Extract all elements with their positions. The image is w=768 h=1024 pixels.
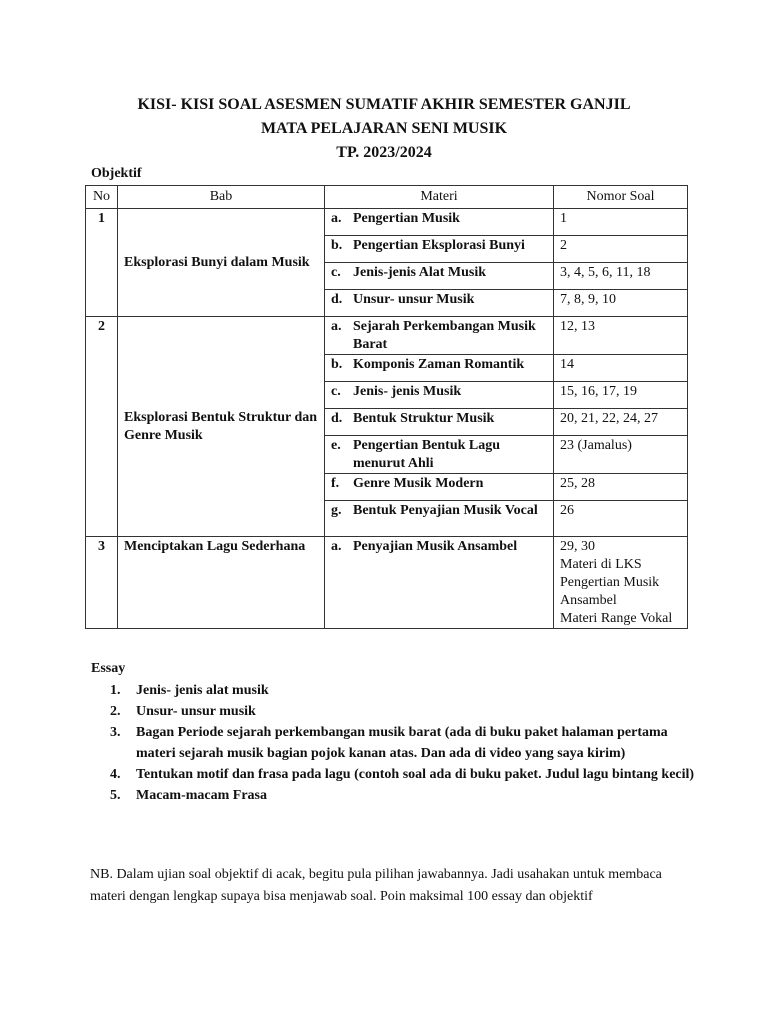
nomor-soal-extra: Materi di LKS: [560, 557, 642, 572]
materi-text: Bentuk Struktur Musik: [353, 411, 495, 426]
essay-number: 3.: [110, 725, 121, 740]
essay-text: Jenis- jenis alat musik: [136, 683, 269, 698]
materi-letter: a.: [331, 539, 342, 554]
materi-cell: [325, 436, 554, 474]
list-item: [110, 701, 700, 722]
essay-number: 4.: [110, 767, 121, 782]
materi-letter: b.: [331, 238, 343, 253]
nomor-soal-cell: 7, 8, 9, 10: [554, 290, 688, 317]
materi-letter: a.: [331, 211, 342, 226]
materi-letter: d.: [331, 292, 343, 307]
list-item: [110, 722, 700, 764]
materi-text: Komponis Zaman Romantik: [353, 357, 525, 372]
title-line-1: KISI- KISI SOAL ASESMEN SUMATIF AKHIR SEMESTER GANJIL: [137, 96, 631, 113]
nomor-soal-cell: 14: [554, 355, 688, 382]
nomor-soal-cell: [554, 537, 688, 629]
table-row: [86, 537, 688, 629]
nomor-soal-cell: 23 (Jamalus): [554, 436, 688, 474]
materi-cell: [325, 355, 554, 382]
materi-text: Penyajian Musik Ansambel: [353, 539, 518, 554]
materi-text: Jenis-jenis Alat Musik: [353, 265, 487, 280]
materi-text: Pengertian Musik: [353, 211, 460, 226]
header-nomor-soal: Nomor Soal: [554, 186, 688, 209]
header-materi: Materi: [325, 186, 554, 209]
materi-text: Unsur- unsur Musik: [353, 292, 475, 307]
nomor-soal-cell: 12, 13: [554, 317, 688, 355]
essay-text: Tentukan motif dan frasa pada lagu (contoh soal ada di buku paket. Judul lagu bintang kecil): [136, 767, 695, 782]
essay-text: Macam-macam Frasa: [136, 788, 268, 803]
table-header-row: [86, 186, 688, 209]
header-bab: Bab: [118, 186, 325, 209]
nomor-soal-cell: 1: [554, 209, 688, 236]
group-3-bab: Menciptakan Lagu Sederhana: [118, 537, 325, 629]
materi-cell: [325, 537, 554, 629]
materi-cell: [325, 236, 554, 263]
essay-number: 1.: [110, 683, 121, 698]
materi-text: Bentuk Penyajian Musik Vocal: [353, 503, 538, 518]
materi-text: Pengertian Bentuk Lagu menurut Ahli: [353, 438, 501, 471]
kisi-table: [85, 185, 688, 629]
essay-heading: Essay: [91, 661, 126, 676]
materi-cell: [325, 474, 554, 501]
table-row: [86, 317, 688, 355]
materi-letter: d.: [331, 411, 343, 426]
list-item: [110, 680, 700, 701]
materi-letter: a.: [331, 319, 342, 334]
materi-text: Genre Musik Modern: [353, 476, 484, 491]
materi-cell: [325, 317, 554, 355]
header-no: No: [86, 186, 118, 209]
title-line-2: MATA PELAJARAN SENI MUSIK: [260, 120, 508, 137]
note-paragraph: NB. Dalam ujian soal objektif di acak, begitu pula pilihan jawabannya. Jadi usahakan untuk membaca materi dengan lengkap supaya bisa menjawab soal. Poin maksimal 100 essay dan objektif: [90, 867, 662, 904]
essay-number: 2.: [110, 704, 121, 719]
list-item: [110, 785, 700, 806]
materi-letter: c.: [331, 384, 341, 399]
group-1-no: 1: [86, 209, 118, 317]
title-line-3: TP. 2023/2024: [336, 144, 432, 161]
nomor-soal-cell: 2: [554, 236, 688, 263]
nomor-soal-cell: 20, 21, 22, 24, 27: [554, 409, 688, 436]
materi-letter: c.: [331, 265, 341, 280]
nomor-soal-extra: Materi Range Vokal: [560, 611, 673, 626]
essay-text: Bagan Periode sejarah perkembangan musik barat (ada di buku paket halaman pertama materi sejarah musik bagian pojok kanan atas. Dan ada di video yang saya kirim): [136, 725, 668, 761]
materi-text: Pengertian Eksplorasi Bunyi: [353, 238, 525, 253]
list-item: [110, 764, 700, 785]
materi-letter: f.: [331, 476, 340, 491]
nomor-soal-cell: 3, 4, 5, 6, 11, 18: [554, 263, 688, 290]
group-1-bab: Eksplorasi Bunyi dalam Musik: [118, 209, 325, 317]
materi-letter: b.: [331, 357, 343, 372]
materi-text: Jenis- jenis Musik: [353, 384, 462, 399]
nomor-soal-extra: Pengertian Musik Ansambel: [560, 575, 660, 608]
materi-cell: [325, 209, 554, 236]
materi-text: Sejarah Perkembangan Musik Barat: [353, 319, 536, 352]
objektif-heading: Objektif: [91, 166, 142, 181]
essay-text: Unsur- unsur musik: [136, 704, 256, 719]
essay-list: [110, 680, 700, 806]
nomor-soal-cell: 26: [554, 501, 688, 537]
group-3-no: 3: [86, 537, 118, 629]
materi-letter: g.: [331, 503, 342, 518]
nomor-soal-cell: 25, 28: [554, 474, 688, 501]
materi-cell: [325, 290, 554, 317]
table-row: [86, 209, 688, 236]
group-2-bab: Eksplorasi Bentuk Struktur dan Genre Musik: [118, 317, 325, 537]
materi-cell: [325, 409, 554, 436]
materi-letter: e.: [331, 438, 341, 453]
essay-number: 5.: [110, 788, 121, 803]
materi-cell: [325, 501, 554, 537]
nomor-soal-value: 29, 30: [560, 539, 595, 554]
group-2-no: 2: [86, 317, 118, 537]
nomor-soal-cell: 15, 16, 17, 19: [554, 382, 688, 409]
materi-cell: [325, 263, 554, 290]
document-title: [0, 93, 768, 165]
materi-cell: [325, 382, 554, 409]
